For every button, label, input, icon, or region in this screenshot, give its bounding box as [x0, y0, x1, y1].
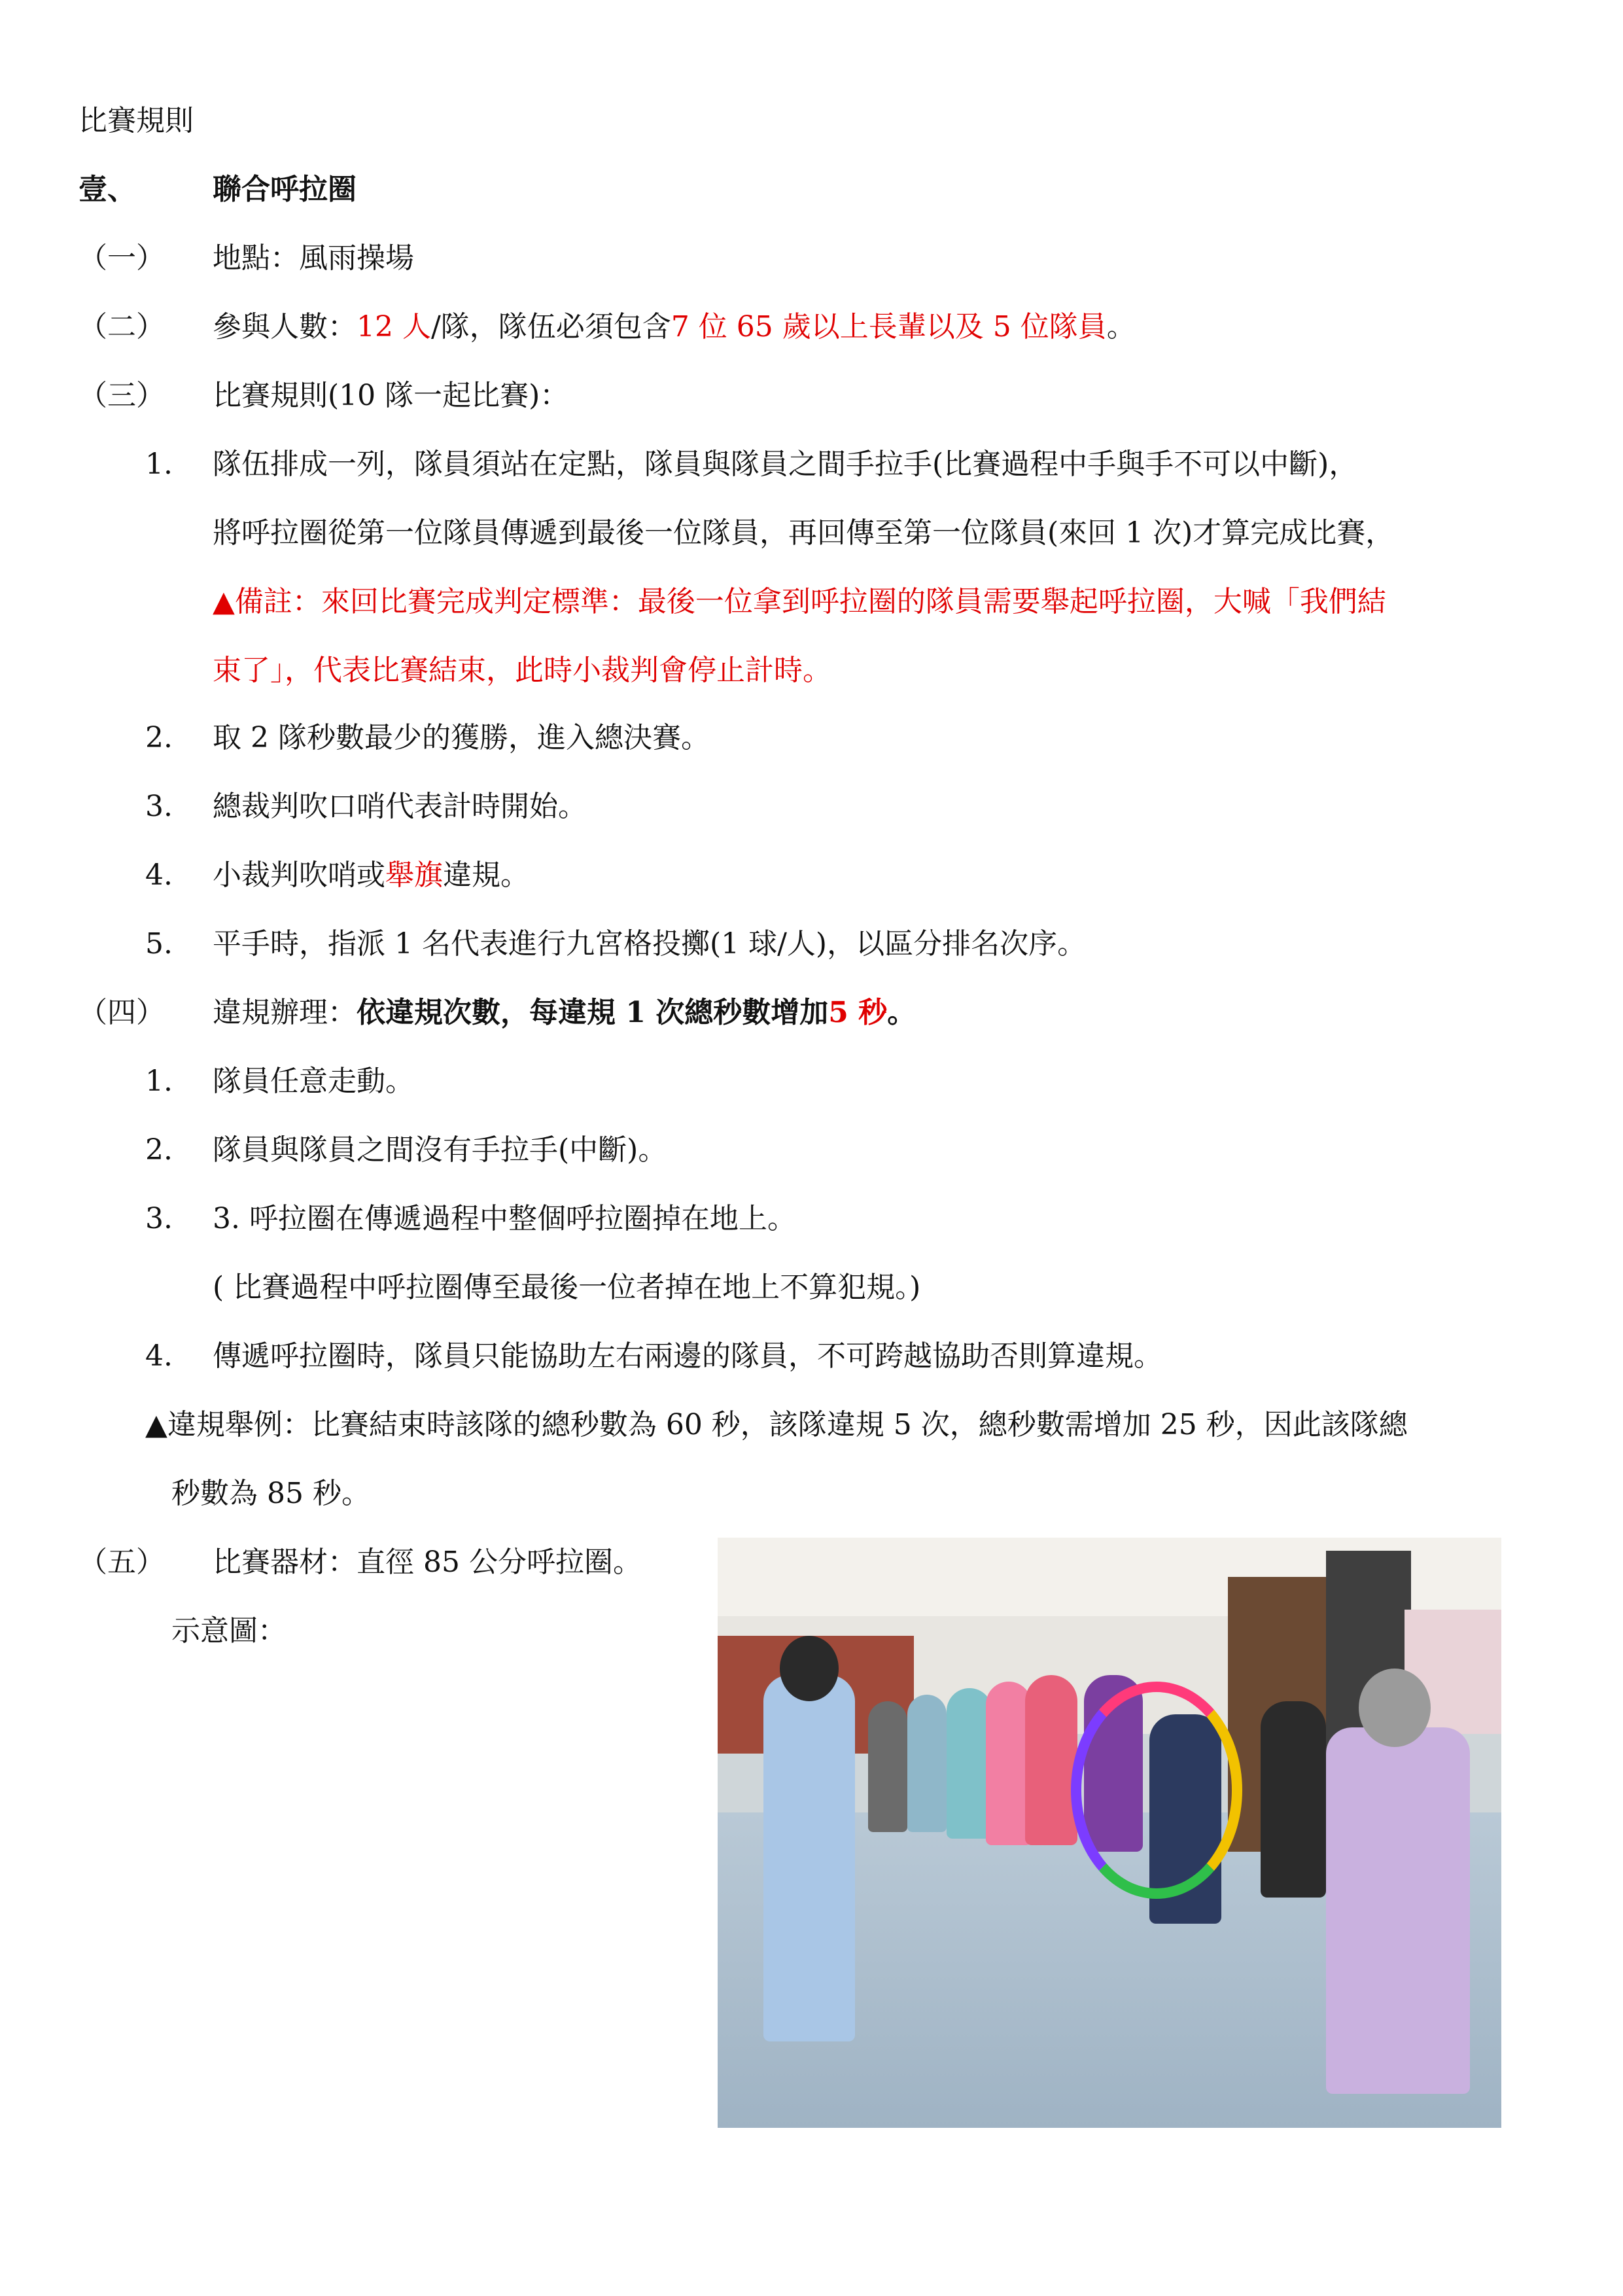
- rule-1-line-2: 將呼拉圈從第一位隊員傳遞到最後一位隊員，再回傳至第一位隊員(來回 1 次)才算完成比賽，: [213, 516, 1395, 550]
- person: [1025, 1675, 1077, 1845]
- highlight-text: 舉旗: [385, 858, 443, 892]
- violation-1: 隊員任意走動。: [213, 1065, 414, 1098]
- item-label: （二）: [79, 310, 165, 344]
- person: [1326, 1727, 1470, 2094]
- list-number: 4.: [145, 1339, 173, 1373]
- text: 違規。: [443, 858, 529, 892]
- item-violations: [213, 993, 916, 1033]
- violation-2: 隊員與隊員之間沒有手拉手(中斷)。: [213, 1133, 667, 1167]
- person-head: [780, 1636, 839, 1701]
- violation-example-line-2: 秒數為 85 秒。: [171, 1477, 370, 1510]
- rule-1-note-line-2: 束了」，代表比賽結束，此時小裁判會停止計時。: [213, 654, 831, 687]
- diagram-label: 示意圖：: [171, 1614, 287, 1648]
- text: 參與人數：: [213, 310, 357, 344]
- highlight-text: 7 位 65 歲以上長輩以及 5 位隊員: [671, 310, 1107, 344]
- violation-3: 3. 呼拉圈在傳遞過程中整個呼拉圈掉在地上。: [213, 1202, 796, 1235]
- text: 。: [1106, 310, 1136, 344]
- item-label: （三）: [79, 379, 165, 412]
- violation-example-line-1: ▲違規舉例：比賽結束時該隊的總秒數為 60 秒，該隊違規 5 次，總秒數需增加 25 秒，因此該隊總: [145, 1408, 1408, 1441]
- rule-3: 總裁判吹口哨代表計時開始。: [213, 790, 587, 823]
- list-number: 2.: [145, 1133, 173, 1167]
- item-rules-heading: 比賽規則(10 隊一起比賽)：: [213, 379, 569, 412]
- highlight-text: 12 人: [357, 310, 431, 344]
- item-participants: [213, 308, 1136, 347]
- bold-text: 。: [887, 996, 916, 1029]
- rule-4: [213, 856, 529, 895]
- person: [868, 1701, 907, 1832]
- list-number: 5.: [145, 927, 173, 961]
- item-equipment: 比賽器材：直徑 85 公分呼拉圈。: [213, 1545, 642, 1579]
- rule-1-note-line-1: ▲備註：來回比賽完成判定標準：最後一位拿到呼拉圈的隊員需要舉起呼拉圈，大喊「我們結: [213, 585, 1386, 618]
- person: [907, 1695, 947, 1832]
- hula-hoop: [1071, 1682, 1242, 1899]
- bold-text: 依違規次數，每違規 1 次總秒數增加: [357, 996, 829, 1029]
- item-label: （一）: [79, 241, 165, 275]
- rule-2: 取 2 隊秒數最少的獲勝，進入總決賽。: [213, 721, 710, 754]
- violation-4: 傳遞呼拉圈時，隊員只能協助左右兩邊的隊員，不可跨越協助否則算違規。: [213, 1339, 1162, 1373]
- list-number: 1.: [145, 448, 173, 481]
- text: /隊，隊伍必須包含: [430, 310, 671, 344]
- item-label: （五）: [79, 1545, 165, 1579]
- list-number: 4.: [145, 858, 173, 892]
- person: [1261, 1701, 1326, 1898]
- hula-hoop-photo: [718, 1538, 1501, 2128]
- item-label: （四）: [79, 996, 165, 1029]
- violation-3-note: ( 比賽過程中呼拉圈傳至最後一位者掉在地上不算犯規。): [213, 1271, 921, 1304]
- section-title: 聯合呼拉圈: [213, 173, 357, 206]
- highlight-text: 5 秒: [828, 996, 888, 1029]
- text: 小裁判吹哨或: [213, 858, 385, 892]
- list-number: 2.: [145, 721, 173, 754]
- rule-5: 平手時，指派 1 名代表進行九宮格投擲(1 球/人)，以區分排名次序。: [213, 927, 1087, 961]
- person: [763, 1675, 855, 2041]
- list-number: 1.: [145, 1065, 173, 1098]
- list-number: 3.: [145, 790, 173, 823]
- rule-1-line-1: 隊伍排成一列，隊員須站在定點，隊員與隊員之間手拉手(比賽過程中手與手不可以中斷)，: [213, 448, 1358, 481]
- text: 違規辦理：: [213, 996, 357, 1029]
- item-location: 地點：風雨操場: [213, 241, 414, 275]
- page-title: 比賽規則: [79, 104, 194, 137]
- section-number: 壹、: [79, 173, 136, 206]
- list-number: 3.: [145, 1202, 173, 1235]
- person-head: [1359, 1669, 1431, 1747]
